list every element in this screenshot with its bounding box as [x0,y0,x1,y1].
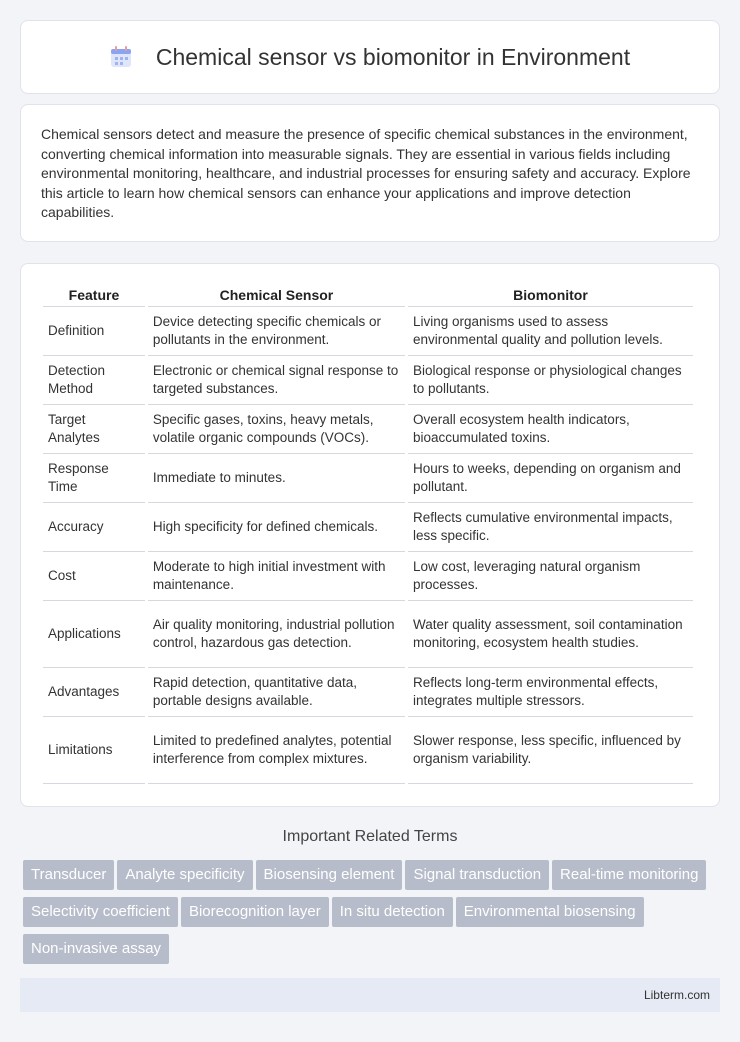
biomonitor-cell: Low cost, leveraging natural organism processes. [408,552,693,601]
biomonitor-cell: Reflects long-term environmental effects, integrates multiple stressors. [408,668,693,717]
feature-cell: Cost [43,552,145,601]
calendar-icon [110,46,132,68]
related-term-tag[interactable]: Real-time monitoring [552,860,706,890]
table-row [43,503,693,552]
related-term-tag[interactable]: Analyte specificity [117,860,252,890]
table-row [43,601,693,668]
intro-text: Chemical sensors detect and measure the presence of specific chemical substances in the environment, converting chemical information into measurable signals. They are essential in various fields including environmental monitoring, healthcare, and industrial processes for ensuring safety and accuracy. Explore this article to learn how chemical sensors can enhance your applications and improve detection capabilities. [41,126,691,220]
biomonitor-cell: Slower response, less specific, influenced by organism variability. [408,717,693,784]
comparison-table [40,284,696,784]
chemical-sensor-cell: High specificity for defined chemicals. [148,503,405,552]
feature-cell: Applications [43,601,145,668]
header-biomonitor: Biomonitor [408,284,693,307]
biomonitor-cell: Hours to weeks, depending on organism and pollutant. [408,454,693,503]
header-feature: Feature [43,284,145,307]
feature-cell: Limitations [43,717,145,784]
intro-card [20,104,720,242]
chemical-sensor-cell: Immediate to minutes. [148,454,405,503]
biomonitor-cell: Overall ecosystem health indicators, bioaccumulated toxins. [408,405,693,454]
biomonitor-cell: Biological response or physiological changes to pollutants. [408,356,693,405]
table-row [43,552,693,601]
related-term-tag[interactable]: Biorecognition layer [181,897,329,927]
related-term-tag[interactable]: Biosensing element [256,860,403,890]
related-term-tag[interactable]: Signal transduction [405,860,549,890]
feature-cell: Advantages [43,668,145,717]
related-terms-title: Important Related Terms [282,828,458,845]
feature-cell: Response Time [43,454,145,503]
table-row [43,717,693,784]
feature-cell: Definition [43,307,145,356]
related-term-tag[interactable]: Selectivity coefficient [23,897,178,927]
related-term-tag[interactable]: Non-invasive assay [23,934,169,964]
table-row [43,668,693,717]
related-terms-list [23,860,723,971]
chemical-sensor-cell: Rapid detection, quantitative data, portable designs available. [148,668,405,717]
footer-brand[interactable]: Libterm.com [643,988,710,1002]
title-card [20,20,720,94]
chemical-sensor-cell: Moderate to high initial investment with maintenance. [148,552,405,601]
feature-cell: Accuracy [43,503,145,552]
table-row [43,405,693,454]
chemical-sensor-cell: Limited to predefined analytes, potential interference from complex mixtures. [148,717,405,784]
chemical-sensor-cell: Air quality monitoring, industrial pollution control, hazardous gas detection. [148,601,405,668]
chemical-sensor-cell: Electronic or chemical signal response to targeted substances. [148,356,405,405]
chemical-sensor-cell: Specific gases, toxins, heavy metals, volatile organic compounds (VOCs). [148,405,405,454]
biomonitor-cell: Water quality assessment, soil contamination monitoring, ecosystem health studies. [408,601,693,668]
feature-cell: Detection Method [43,356,145,405]
header-chemical-sensor: Chemical Sensor [148,284,405,307]
table-row [43,454,693,503]
related-term-tag[interactable]: Transducer [23,860,114,890]
table-row [43,307,693,356]
table-row [43,356,693,405]
chemical-sensor-cell: Device detecting specific chemicals or pollutants in the environment. [148,307,405,356]
biomonitor-cell: Reflects cumulative environmental impacts, less specific. [408,503,693,552]
related-term-tag[interactable]: Environmental biosensing [456,897,644,927]
footer [20,978,720,1012]
feature-cell: Target Analytes [43,405,145,454]
related-term-tag[interactable]: In situ detection [332,897,453,927]
table-header-row [43,284,693,307]
comparison-card [20,263,720,807]
page-title: Chemical sensor vs biomonitor in Environment [155,43,631,70]
biomonitor-cell: Living organisms used to assess environmental quality and pollution levels. [408,307,693,356]
